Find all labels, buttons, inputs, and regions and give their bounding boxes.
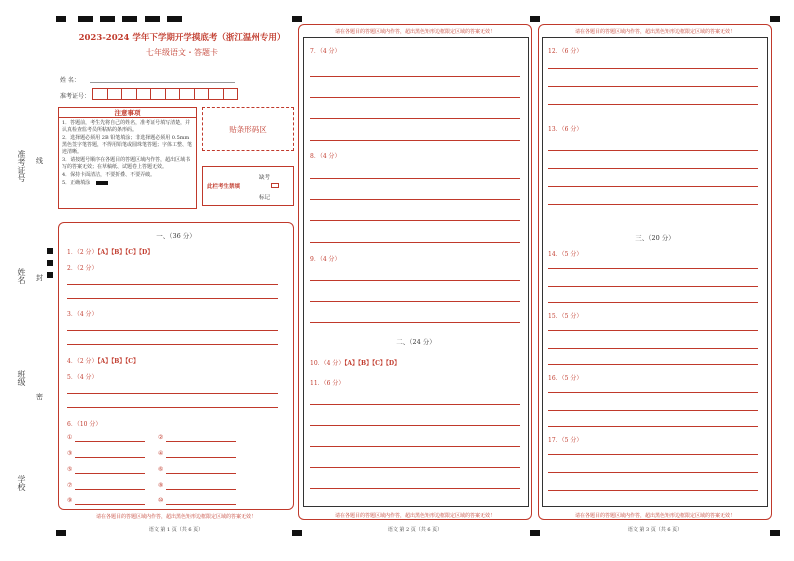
exam-id-boxes[interactable] [92,88,238,100]
answer-line[interactable] [310,425,520,426]
page-title: 2023-2024 学年下学期开学摸底考（浙江温州专用） [78,33,286,43]
blank-marker: ⑩ [158,497,164,504]
binding-line: 线 [36,157,43,165]
binding-secret: 密 [36,393,43,401]
answer-line[interactable] [548,268,758,269]
answer-line[interactable] [548,472,758,473]
notice-box [58,107,197,209]
alignment-mark [122,16,137,22]
section-title: 三、（20 分） [635,234,675,242]
question-number: 1．（2 分） [67,249,98,256]
answer-line[interactable] [310,178,520,179]
notice-item [59,179,196,187]
answer-line[interactable] [548,454,758,455]
answer-line[interactable] [67,330,278,331]
answer-line[interactable] [310,280,520,281]
absent-label: 此栏考生禁填 [207,184,241,190]
barcode-area [202,107,294,151]
blank-line[interactable] [75,473,145,474]
exam-id-label: 准考证号： [60,93,91,100]
question-label: 6．（10 分） [67,421,102,428]
blank-line[interactable] [166,504,236,505]
blank-line[interactable] [166,489,236,490]
answer-line[interactable] [548,286,758,287]
question-label: 9．（4 分） [310,256,341,263]
answer-line[interactable] [548,426,758,427]
choice-options[interactable]: 【A】【B】【C】【D】 [344,360,401,367]
binding-seal: 封 [36,274,43,282]
answer-line[interactable] [310,242,520,243]
question-label [310,358,400,367]
answer-line[interactable] [548,392,758,393]
answer-line[interactable] [548,330,758,331]
blank-marker: ① [67,434,73,441]
blank-marker: ⑧ [158,482,164,489]
name-field[interactable] [90,82,235,83]
answer-line[interactable] [67,393,278,394]
blank-marker: ⑤ [67,466,73,473]
answer-line[interactable] [548,86,758,87]
timing-mark [47,272,53,278]
blank-marker: ③ [67,450,73,457]
footer-warning: 请在各题目的答题区域内作答，超出黑色矩形边框限定区域的答案无效！ [95,514,256,520]
footer-warning: 请在各题目的答题区域内作答，超出黑色矩形边框限定区域的答案无效！ [574,513,735,519]
answer-line[interactable] [548,68,758,69]
binding-name: 姓名 [17,268,26,284]
section-title: 二、（24 分） [396,338,436,346]
answer-line[interactable] [310,97,520,98]
answer-line[interactable] [548,348,758,349]
question-label: 2．（2 分） [67,265,98,272]
answer-line[interactable] [548,150,758,151]
answer-line[interactable] [310,220,520,221]
blank-marker: ④ [158,450,164,457]
blank-marker: ⑦ [67,482,73,489]
question-label [67,247,153,256]
blank-line[interactable] [75,489,145,490]
question-label: 11．（6 分） [310,380,345,387]
notice-item: 2．选择题必须用 2B 铅笔填涂；非选择题必须用 0.5mm 黑色签字笔答题，不得用铅笔或圆珠笔答题；字体工整、笔迹清晰。 [62,135,193,155]
blank-line[interactable] [166,441,236,442]
alignment-mark [167,16,182,22]
blank-line[interactable] [75,504,145,505]
alignment-mark [292,16,302,22]
binding-margin [8,130,48,510]
page-number: 语文 第 3 页（共 6 页） [627,527,683,533]
blank-marker: ⑥ [158,466,164,473]
absent-mark-text: 标记 [259,195,271,201]
answer-line[interactable] [310,322,520,323]
answer-line[interactable] [67,298,278,299]
answer-line[interactable] [67,407,278,408]
answer-line[interactable] [310,140,520,141]
answer-line[interactable] [310,404,520,405]
name-label: 姓 名： [60,77,80,84]
question-label: 7．（4 分） [310,48,341,55]
absent-box [202,166,294,206]
alignment-mark [145,16,160,22]
page-subtitle: 七年级语文・答题卡 [146,48,218,57]
answer-box-2 [303,37,529,507]
binding-school: 学校 [17,475,26,491]
top-warning: 请在各题目的答题区域内作答，超出黑色矩形边框限定区域的答案无效！ [574,29,735,35]
alignment-mark [530,16,540,22]
notice-title: 注意事项 [59,108,196,118]
barcode-label: 贴条形码区 [229,124,267,134]
page-number: 语文 第 2 页（共 6 页） [387,527,443,533]
filled-sample [96,181,108,185]
blank-line[interactable] [75,457,145,458]
question-label: 17．（5 分） [548,437,583,444]
section-title: 一、（36 分） [156,232,196,240]
choice-options[interactable]: 【A】【B】【C】【D】 [97,249,154,256]
absent-checkbox[interactable] [271,183,279,188]
blank-line[interactable] [75,441,145,442]
blank-marker: ② [158,434,164,441]
notice-item: 1．答题前，考生先将自己的姓名，准考证号填写清楚，并认真检查监考员所粘贴的条形码。 [62,120,191,133]
notice-item: 3．请按题号顺序在各题目的答题区域内作答，超出区域书写的答案无效；在草稿纸、试题卷上答题无效。 [62,157,191,170]
answer-line[interactable] [67,284,278,285]
question-label: 8．（4 分） [310,153,341,160]
top-warning: 请在各题目的答题区域内作答，超出黑色矩形边框限定区域的答案无效！ [334,29,495,35]
answer-line[interactable] [310,488,520,489]
alignment-mark [770,16,780,22]
answer-line[interactable] [548,168,758,169]
question-label: 16．（5 分） [548,375,583,382]
binding-exam-id: 准考证号 [17,150,26,182]
answer-line[interactable] [67,344,278,345]
question-number: 4．（2 分） [67,358,98,365]
question-label: 5．（4 分） [67,374,98,381]
answer-line[interactable] [310,301,520,302]
alignment-mark [78,16,93,22]
alignment-mark [56,16,66,22]
question-label: 12．（6 分） [548,48,583,55]
answer-line[interactable] [548,410,758,411]
answer-line[interactable] [310,199,520,200]
footer-warning: 请在各题目的答题区域内作答，超出黑色矩形边框限定区域的答案无效！ [334,513,495,519]
answer-line[interactable] [548,186,758,187]
question-label: 3．（4 分） [67,311,98,318]
choice-options[interactable]: 【A】【B】【C】 [97,358,140,365]
blank-line[interactable] [166,457,236,458]
answer-line[interactable] [310,118,520,119]
binding-class: 班级 [17,370,26,386]
question-label: 14．（5 分） [548,251,583,258]
question-label: 13．（6 分） [548,126,583,133]
alignment-mark [100,16,115,22]
question-label: 15．（5 分） [548,313,583,320]
notice-item: 4．保持卡面清洁，不要折叠、不要弄破。 [62,172,156,178]
blank-line[interactable] [166,473,236,474]
absent-mark-text: 缺考 [259,175,271,181]
question-label [67,356,139,365]
answer-line[interactable] [548,364,758,365]
question-number: 10．（4 分） [310,360,345,367]
answer-line[interactable] [548,490,758,491]
blank-marker: ⑨ [67,497,73,504]
answer-line[interactable] [548,104,758,105]
timing-mark [47,260,53,266]
answer-line[interactable] [310,76,520,77]
timing-mark [47,248,53,254]
notice-item-text: 5．正确填涂 [62,180,91,186]
answer-line[interactable] [310,446,520,447]
answer-line[interactable] [310,467,520,468]
answer-line[interactable] [548,302,758,303]
page-number: 语文 第 1 页（共 6 页） [148,527,204,533]
answer-line[interactable] [548,204,758,205]
